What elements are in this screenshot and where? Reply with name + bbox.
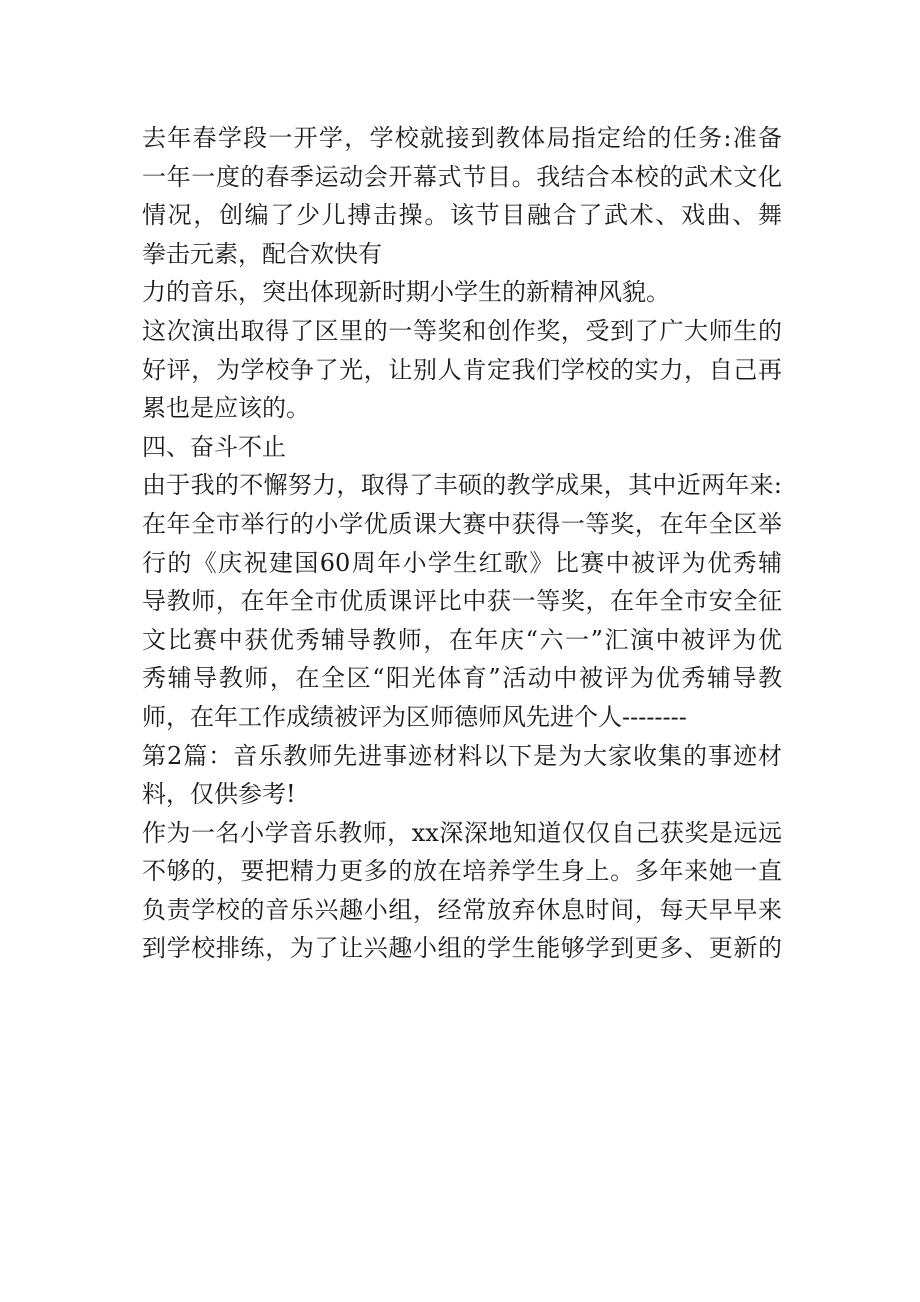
text-line: 不够的，要把精力更多的放在培养学生身上。多年来她一直 [142, 857, 782, 886]
text-line: 去年春学段一开学，学校就接到教体局指定给的任务:准备 [142, 124, 782, 152]
text-line: 由于我的不懈努力，取得了丰硕的教学成果，其中近两年来: [142, 471, 782, 500]
text-line: 一年一度的春季运动会开幕式节目。我结合本校的武术文化 [142, 162, 782, 191]
text-line: 行的《庆祝建国60周年小学生红歌》比赛中被评为优秀辅 [142, 548, 782, 577]
text-line: 这次演出取得了区里的一等奖和创作奖，受到了广大师生的 [142, 316, 782, 345]
text-line: 拳击元素，配合欢快有 [142, 239, 382, 268]
section-heading: 四、奋斗不止 [142, 432, 286, 461]
text-line: 在年全市举行的小学优质课大赛中获得一等奖，在年全区举 [142, 509, 782, 538]
text-line: 文比赛中获优秀辅导教师，在年庆“六一”汇演中被评为优 [142, 625, 782, 654]
text-line: 力的音乐，突出体现新时期小学生的新精神风貌。 [142, 278, 670, 307]
text-line: 秀辅导教师，在全区“阳光体育”活动中被评为优秀辅导教 [142, 664, 782, 693]
text-line: 负责学校的音乐兴趣小组，经常放弃休息时间，每天早早来 [142, 895, 782, 924]
text-line: 好评，为学校争了光，让别人肯定我们学校的实力，自己再 [142, 355, 782, 384]
text-line: 导教师，在年全市优质课评比中获一等奖，在年全市安全征 [142, 587, 782, 616]
text-line: 作为一名小学音乐教师，xx深深地知道仅仅自己获奖是远远 [142, 818, 782, 847]
article-title-line: 第2篇：音乐教师先进事迹材料以下是为大家收集的事迹材 [142, 741, 782, 770]
text-line: 累也是应该的。 [142, 394, 310, 423]
text-line: 料，仅供参考! [142, 780, 296, 809]
text-line: 师，在年工作成绩被评为区师德师风先进个人-------- [142, 702, 687, 731]
text-line: 到学校排练，为了让兴趣小组的学生能够学到更多、更新的 [142, 934, 782, 963]
document-body [142, 119, 782, 968]
text-line: 情况，创编了少儿搏击操。该节目融合了武术、戏曲、舞 [142, 201, 782, 230]
